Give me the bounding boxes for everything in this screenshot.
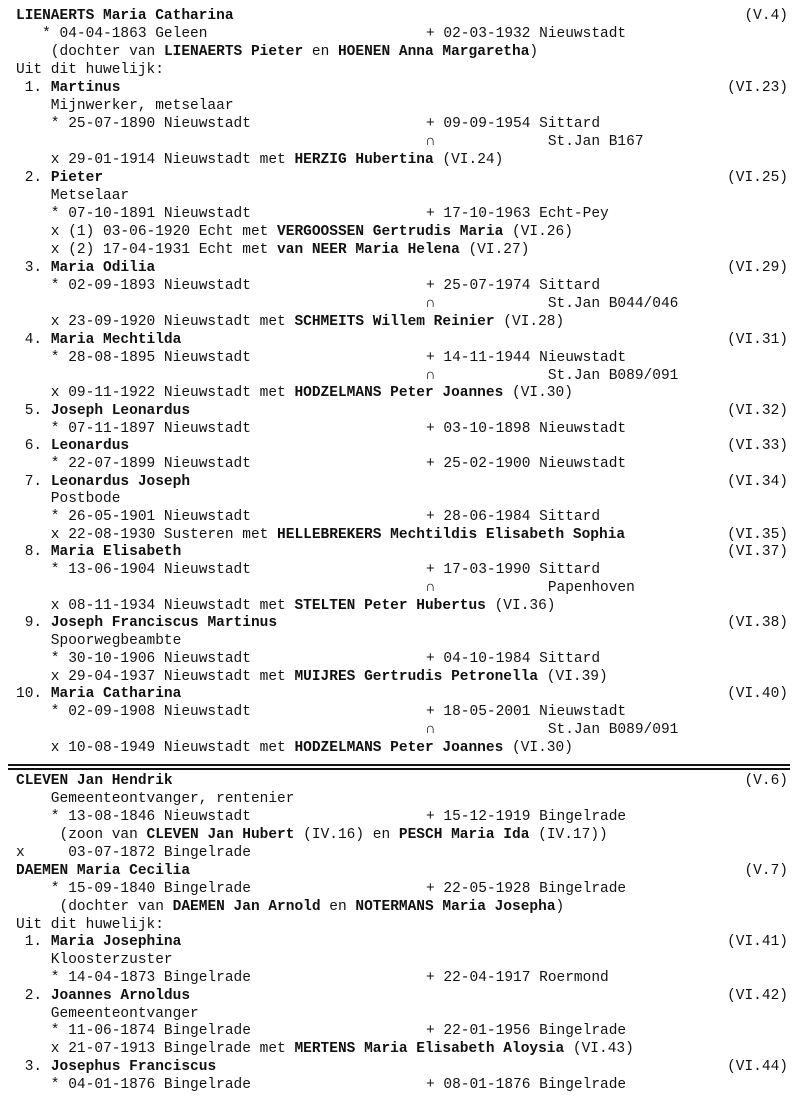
line-fragment: (VI.30) (503, 385, 573, 401)
line-text (16, 651, 251, 669)
line-text (16, 188, 129, 206)
event-column: ∩ St.Jan B089/091 (426, 368, 679, 384)
person-name: Maria Elisabeth (50, 544, 182, 560)
record-line (0, 686, 800, 704)
line-text (16, 952, 173, 970)
line-fragment: x 21-07-1913 Bingelrade met (16, 1041, 295, 1057)
record-line (0, 80, 800, 98)
line-fragment: en (320, 899, 356, 915)
record-line (0, 544, 800, 562)
line-fragment: (VI.39) (538, 669, 608, 685)
record-line (0, 1023, 800, 1041)
line-fragment: (VI.43) (564, 1041, 634, 1057)
line-text (16, 403, 190, 421)
person-name: Josephus Franciscus (50, 1059, 217, 1075)
line-fragment: 5. (16, 403, 51, 419)
generation-ref: (VI.32) (727, 403, 788, 419)
line-text (16, 934, 181, 952)
line-fragment: x 09-11-1922 Nieuwstadt met (16, 385, 295, 401)
line-text (16, 206, 251, 224)
event-column: + 28-06-1984 Sittard (426, 509, 601, 525)
event-column: + 09-09-1954 Sittard (426, 116, 601, 132)
line-text (16, 827, 608, 845)
line-text (16, 598, 556, 616)
record-line (0, 863, 800, 881)
generation-ref: (VI.23) (727, 80, 788, 96)
record-line (0, 134, 800, 152)
section-divider-bottom (8, 768, 790, 770)
generation-ref: (VI.42) (727, 988, 788, 1004)
line-text (16, 773, 173, 791)
line-fragment: 6. (16, 438, 51, 454)
line-text (16, 260, 155, 278)
generation-ref: (VI.44) (727, 1059, 788, 1075)
person-name: MUIJRES Gertrudis Petronella (294, 669, 539, 685)
line-fragment: (VI.24) (433, 152, 504, 168)
line-fragment: en (303, 44, 338, 60)
record-line (0, 827, 800, 845)
event-column: + 02-03-1932 Nieuwstadt (426, 26, 627, 42)
line-text (16, 80, 120, 98)
record-line (0, 188, 800, 206)
line-text (16, 224, 573, 242)
line-text (16, 62, 164, 80)
generation-ref: (VI.38) (727, 615, 788, 631)
line-fragment: (VI.36) (485, 598, 556, 614)
event-column: + 08-01-1876 Bingelrade (426, 1077, 627, 1093)
person-name: Joseph Franciscus Martinus (50, 615, 278, 631)
record-line (0, 809, 800, 827)
line-fragment: (VI.30) (503, 740, 573, 756)
line-fragment: x (2) 17-04-1931 Echt met (16, 242, 278, 258)
line-fragment: * 02-09-1893 Nieuwstadt (16, 278, 251, 294)
line-fragment: 2. (16, 170, 51, 186)
record-line (0, 704, 800, 722)
line-fragment: 9. (16, 615, 51, 631)
line-text (16, 385, 573, 403)
line-fragment: * 04-01-1876 Bingelrade (16, 1077, 251, 1093)
line-fragment: * 15-09-1840 Bingelrade (16, 881, 251, 897)
line-text (16, 686, 181, 704)
line-fragment: x 10-08-1949 Nieuwstadt met (16, 740, 295, 756)
line-text (16, 633, 181, 651)
line-text (16, 26, 207, 44)
record-line (0, 242, 800, 260)
line-fragment: * 28-08-1895 Nieuwstadt (16, 350, 251, 366)
line-fragment: ) (555, 899, 565, 915)
line-text (16, 350, 251, 368)
line-fragment: Gemeenteontvanger (16, 1006, 199, 1022)
person-name: HOENEN Anna Margaretha (337, 44, 530, 60)
line-fragment: (VI.27) (459, 242, 530, 258)
line-fragment: 10. (16, 686, 51, 702)
line-fragment: Metselaar (16, 188, 130, 204)
event-column: + 22-01-1956 Bingelrade (426, 1023, 627, 1039)
line-fragment: * 25-07-1890 Nieuwstadt (16, 116, 251, 132)
line-fragment: (dochter van (16, 899, 173, 915)
record-line (0, 98, 800, 116)
line-text (16, 314, 564, 332)
record-line (0, 44, 800, 62)
person-name: Pieter (50, 170, 104, 186)
line-text (16, 332, 181, 350)
record-line (0, 988, 800, 1006)
record-line (0, 527, 800, 545)
line-text (16, 152, 503, 170)
line-fragment: x 29-04-1937 Nieuwstadt met (16, 669, 295, 685)
line-text (16, 456, 251, 474)
line-fragment: ) (529, 44, 539, 60)
person-name: Leonardus (50, 438, 130, 454)
record-line (0, 385, 800, 403)
line-text (16, 970, 251, 988)
record-line (0, 740, 800, 758)
line-text (16, 917, 164, 935)
line-text (16, 809, 251, 827)
line-text (16, 863, 190, 881)
line-text (16, 474, 190, 492)
person-name: Maria Mechtilda (50, 332, 182, 348)
person-name: HODZELMANS Peter Joannes (294, 385, 504, 401)
record-line (0, 152, 800, 170)
line-fragment: * 04-04-1863 Geleen (16, 26, 208, 42)
line-fragment: (IV.16) en (294, 827, 399, 843)
record-line (0, 260, 800, 278)
record-line (0, 1041, 800, 1059)
line-text (16, 1077, 251, 1095)
line-fragment: Uit dit huwelijk: (16, 917, 164, 933)
record-line (0, 224, 800, 242)
line-fragment: 2. (16, 988, 51, 1004)
record-line (0, 934, 800, 952)
line-text (16, 8, 234, 26)
line-fragment: (VI.26) (503, 224, 573, 240)
record-line (0, 633, 800, 651)
line-text (16, 704, 251, 722)
record-line (0, 917, 800, 935)
record-line (0, 651, 800, 669)
record-line (0, 615, 800, 633)
line-fragment: Postbode (16, 491, 121, 507)
record-line (0, 206, 800, 224)
line-text (16, 988, 190, 1006)
record-line (0, 170, 800, 188)
generation-ref: (VI.37) (727, 544, 788, 560)
line-text (16, 791, 294, 809)
line-text (16, 845, 251, 863)
record-line (0, 970, 800, 988)
record-line (0, 791, 800, 809)
person-name: MERTENS Maria Elisabeth Aloysia (294, 1041, 565, 1057)
person-name: Maria Josephina (50, 934, 182, 950)
person-name: LIENAERTS Pieter (163, 44, 304, 60)
event-column: + 17-03-1990 Sittard (426, 562, 601, 578)
record-line (0, 62, 800, 80)
line-fragment: (VI.28) (494, 314, 565, 330)
person-name: Joseph Leonardus (50, 403, 191, 419)
person-name: CLEVEN Jan Hubert (146, 827, 295, 843)
record-line (0, 438, 800, 456)
line-text (16, 170, 103, 188)
event-column: + 03-10-1898 Nieuwstadt (426, 421, 627, 437)
line-fragment: x 08-11-1934 Nieuwstadt met (16, 598, 295, 614)
event-column: + 15-12-1919 Bingelrade (426, 809, 627, 825)
record-line (0, 509, 800, 527)
record-line (0, 1059, 800, 1077)
line-text (16, 491, 120, 509)
record-line (0, 773, 800, 791)
line-text (16, 527, 625, 545)
person-name: Maria Catharina (50, 686, 182, 702)
line-fragment: x (1) 03-06-1920 Echt met (16, 224, 278, 240)
event-column: + 14-11-1944 Nieuwstadt (426, 350, 627, 366)
line-text (16, 421, 251, 439)
record-line (0, 332, 800, 350)
record-line (0, 8, 800, 26)
line-fragment: * 26-05-1901 Nieuwstadt (16, 509, 251, 525)
person-name: SCHMEITS Willem Reinier (294, 314, 495, 330)
line-fragment: x 03-07-1872 Bingelrade (16, 845, 251, 861)
record-line (0, 296, 800, 314)
record-line (0, 116, 800, 134)
line-fragment: Uit dit huwelijk: (16, 62, 164, 78)
record-line (0, 26, 800, 44)
line-fragment: 1. (16, 80, 51, 96)
line-fragment: Gemeenteontvanger, rentenier (16, 791, 295, 807)
line-text (16, 116, 251, 134)
generation-ref: (V.7) (744, 863, 788, 879)
record-line (0, 845, 800, 863)
line-fragment: * 13-08-1846 Nieuwstadt (16, 809, 251, 825)
line-fragment: x 23-09-1920 Nieuwstadt met (16, 314, 295, 330)
event-column: ∩ St.Jan B089/091 (426, 722, 679, 738)
line-fragment: * 22-07-1899 Nieuwstadt (16, 456, 251, 472)
generation-ref: (V.4) (744, 8, 788, 24)
line-fragment: * 11-06-1874 Bingelrade (16, 1023, 251, 1039)
line-fragment: (zoon van (16, 827, 147, 843)
generation-ref: (VI.35) (727, 527, 788, 543)
person-name: CLEVEN Jan Hendrik (16, 773, 173, 789)
line-fragment: * 13-06-1904 Nieuwstadt (16, 562, 251, 578)
line-text (16, 615, 277, 633)
generation-ref: (VI.41) (727, 934, 788, 950)
person-name: LIENAERTS Maria Catharina (16, 8, 234, 24)
generation-ref: (VI.25) (727, 170, 788, 186)
line-fragment: (dochter van (16, 44, 164, 60)
line-text (16, 98, 234, 116)
line-fragment: * 30-10-1906 Nieuwstadt (16, 651, 251, 667)
line-fragment: Kloosterzuster (16, 952, 173, 968)
record-line (0, 368, 800, 386)
event-column: + 25-07-1974 Sittard (426, 278, 601, 294)
record-line (0, 278, 800, 296)
line-fragment: 1. (16, 934, 51, 950)
record-line (0, 456, 800, 474)
person-name: STELTEN Peter Hubertus (294, 598, 486, 614)
person-name: DAEMEN Jan Arnold (172, 899, 321, 915)
person-name: DAEMEN Maria Cecilia (16, 863, 191, 879)
event-column: + 04-10-1984 Sittard (426, 651, 601, 667)
line-text (16, 1023, 251, 1041)
line-fragment: x 22-08-1930 Susteren met (16, 527, 278, 543)
event-column: + 22-04-1917 Roermond (426, 970, 609, 986)
person-name: NOTERMANS Maria Josepha (355, 899, 556, 915)
line-fragment: 8. (16, 544, 51, 560)
record-line (0, 1077, 800, 1095)
record-line (0, 598, 800, 616)
line-text (16, 669, 608, 687)
line-fragment: * 02-09-1908 Nieuwstadt (16, 704, 251, 720)
line-text (16, 1041, 634, 1059)
line-text (16, 899, 564, 917)
person-name: Maria Odilia (50, 260, 156, 276)
record-line (0, 899, 800, 917)
record-line (0, 669, 800, 687)
record-line (0, 474, 800, 492)
line-text (16, 278, 251, 296)
line-fragment: * 14-04-1873 Bingelrade (16, 970, 251, 986)
line-text (16, 509, 251, 527)
line-fragment: * 07-10-1891 Nieuwstadt (16, 206, 251, 222)
record-line (0, 881, 800, 899)
event-column: + 17-10-1963 Echt-Pey (426, 206, 609, 222)
event-column: ∩ Papenhoven (426, 580, 635, 596)
line-fragment: Spoorwegbeambte (16, 633, 182, 649)
line-text (16, 881, 251, 899)
person-name: Joannes Arnoldus (50, 988, 191, 1004)
record-line (0, 421, 800, 439)
line-text (16, 562, 251, 580)
record-line (0, 952, 800, 970)
record-line (0, 1006, 800, 1024)
generation-ref: (VI.29) (727, 260, 788, 276)
generation-ref: (VI.40) (727, 686, 788, 702)
person-name: van NEER Maria Helena (277, 242, 460, 258)
record-line (0, 580, 800, 598)
person-name: VERGOOSSEN Gertrudis Maria (277, 224, 504, 240)
line-fragment: * 07-11-1897 Nieuwstadt (16, 421, 251, 437)
person-name: Martinus (50, 80, 121, 96)
line-fragment: 3. (16, 1059, 51, 1075)
line-text (16, 1059, 216, 1077)
person-name: HELLEBREKERS Mechtildis Elisabeth Sophia (277, 527, 626, 543)
section-divider-top (8, 764, 790, 766)
line-fragment: Mijnwerker, metselaar (16, 98, 234, 114)
person-name: Leonardus Joseph (50, 474, 191, 490)
event-column: + 22-05-1928 Bingelrade (426, 881, 627, 897)
line-text (16, 740, 573, 758)
line-fragment: x 29-01-1914 Nieuwstadt met (16, 152, 295, 168)
person-name: HERZIG Hubertina (294, 152, 434, 168)
person-name: HODZELMANS Peter Joannes (294, 740, 504, 756)
generation-ref: (V.6) (744, 773, 788, 789)
generation-ref: (VI.31) (727, 332, 788, 348)
record-line (0, 350, 800, 368)
line-text (16, 242, 529, 260)
line-text (16, 544, 181, 562)
event-column: ∩ St.Jan B044/046 (426, 296, 679, 312)
person-name: PESCH Maria Ida (398, 827, 530, 843)
record-line (0, 314, 800, 332)
event-column: + 25-02-1900 Nieuwstadt (426, 456, 627, 472)
line-text (16, 44, 538, 62)
record-line (0, 403, 800, 421)
line-text (16, 438, 129, 456)
line-fragment: 7. (16, 474, 51, 490)
event-column: + 18-05-2001 Nieuwstadt (426, 704, 627, 720)
line-fragment: (IV.17)) (529, 827, 608, 843)
line-fragment: 4. (16, 332, 51, 348)
event-column: ∩ St.Jan B167 (426, 134, 644, 150)
generation-ref: (VI.34) (727, 474, 788, 490)
record-line (0, 562, 800, 580)
line-text (16, 1006, 199, 1024)
record-line (0, 722, 800, 740)
generation-ref: (VI.33) (727, 438, 788, 454)
record-line (0, 491, 800, 509)
line-fragment: 3. (16, 260, 51, 276)
